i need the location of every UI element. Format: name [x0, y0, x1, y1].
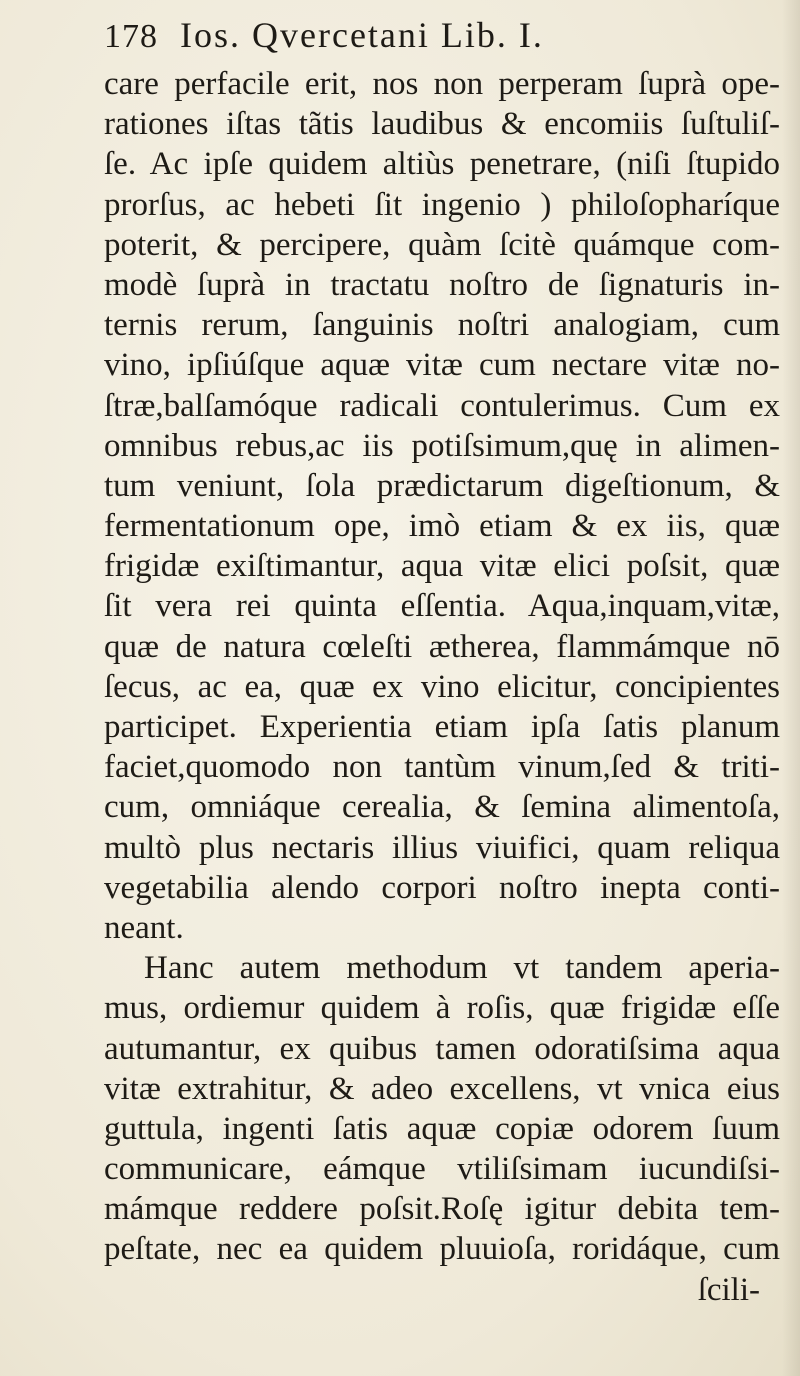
text-line: communicare, eámque vtiliſsimam iucundiſsi- [104, 1151, 780, 1188]
text-line: ſe. Ac ipſe quidem altiùs penetrare, (niſi ſtupido [104, 146, 780, 183]
text-line: ſtræ,balſamóque radicali contulerimus. Cum ex [104, 387, 780, 424]
running-title: Ios. Qvercetani Lib. I. [180, 15, 544, 55]
catchword: ſcili- [697, 1271, 760, 1308]
text-line: vino, ipſiúſque aquæ vitæ cum nectare vitæ no- [104, 347, 780, 384]
text-line: vitæ extrahitur, & adeo excellens, vt vnica eius [104, 1070, 780, 1107]
text-line: modè ſuprà in tractatu noſtro de ſignaturis in- [104, 266, 780, 303]
text-line: ſecus, ac ea, quæ ex vino elicitur, concipientes [104, 668, 780, 705]
text-line: quæ de natura cœleſti ætherea, flammámque nō [104, 628, 780, 665]
page-edge-shadow [782, 0, 800, 1376]
text-line: ſit vera rei quinta eſſentia. Aqua,inquam,vitæ, [104, 588, 780, 625]
text-line: prorſus, ac hebeti ſit ingenio ) philoſopharíque [104, 186, 780, 223]
running-head [104, 14, 544, 54]
text-line: tum veniunt, ſola prædictarum digeſtionum, & [104, 467, 780, 504]
text-line: vegetabilia alendo corpori noſtro inepta conti- [104, 869, 780, 906]
paragraph-first-line: Hanc autem methodum vt tandem aperia- [144, 950, 780, 987]
text-line: mus, ordiemur quidem à roſis, quæ frigidæ eſſe [104, 990, 780, 1027]
text-line: faciet,quomodo non tantùm vinum,ſed & triti- [104, 749, 780, 786]
body-text [104, 64, 780, 1310]
text-line: autumantur, ex quibus tamen odoratiſsima aqua [104, 1030, 780, 1067]
text-line: poterit, & percipere, quàm ſcitè quámque com- [104, 226, 780, 263]
text-line: multò plus nectaris illius viuifici, quam reliqua [104, 829, 780, 866]
text-line: mámque reddere poſsit.Roſę igitur debita tem- [104, 1191, 780, 1228]
text-line: omnibus rebus,ac iis potiſsimum,quę in alimen- [104, 427, 780, 464]
text-line: care perfacile erit, nos non perperam ſuprà ope- [104, 66, 780, 102]
text-line: guttula, ingenti ſatis aquæ copiæ odorem ſuum [104, 1110, 780, 1147]
text-line: cum, omniáque cerealia, & ſemina alimentoſa, [104, 789, 780, 826]
text-line: participet. Experientia etiam ipſa ſatis planum [104, 709, 780, 745]
page-number: 178 [104, 18, 158, 55]
text-line: peſtate, nec ea quidem pluuioſa, roridáque, cum [104, 1231, 780, 1268]
text-line: fermentationum ope, imò etiam & ex iis, quæ [104, 508, 780, 545]
text-line: ternis rerum, ſanguinis noſtri analogiam, cum [104, 307, 780, 344]
text-line: frigidæ exiſtimantur, aqua vitæ elici poſsit, quæ [104, 548, 780, 585]
text-line: rationes iſtas tãtis laudibus & encomiis ſuſtuliſ- [104, 106, 780, 143]
text-line: neant. [104, 909, 184, 946]
